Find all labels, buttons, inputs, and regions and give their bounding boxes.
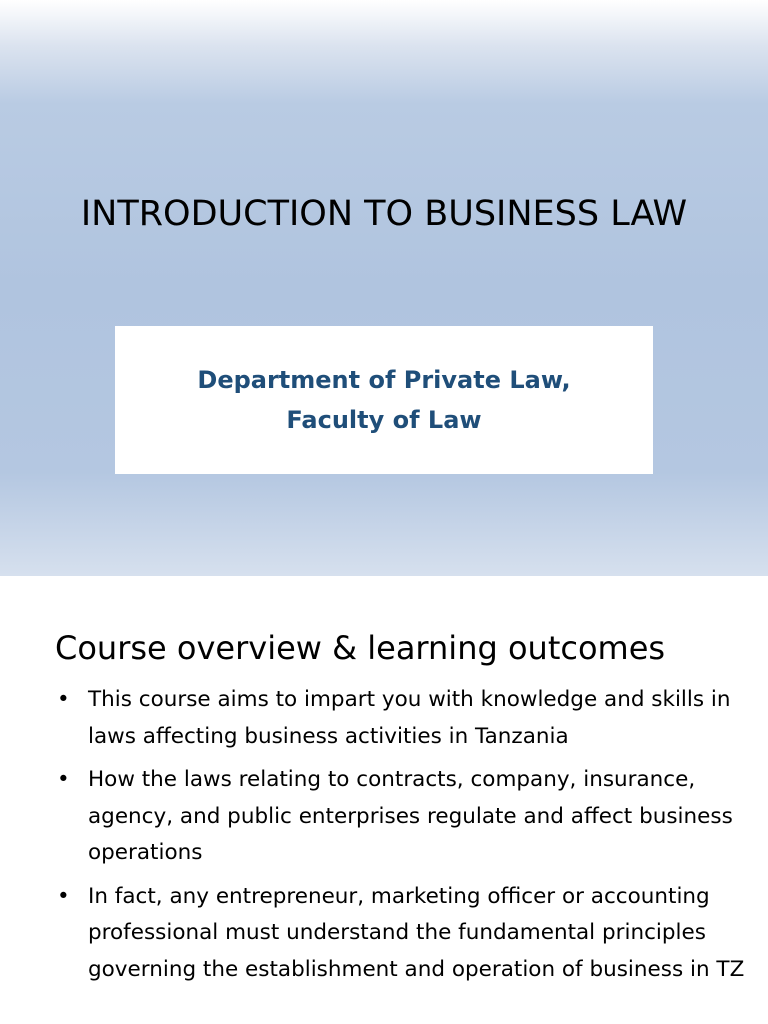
bullet-list: [55, 682, 745, 995]
bullet-text: In fact, any entrepreneur, marketing officer or accounting professional must understand the fundamental principles governing the establishment and operation of business in TZ: [88, 883, 745, 982]
subtitle-line-department: Department of Private Law,: [197, 366, 571, 394]
bullet-item-course-aims: [55, 682, 745, 755]
subtitle-box: [115, 326, 653, 474]
bullet-item-entrepreneur: [55, 879, 745, 989]
bullet-text: How the laws relating to contracts, company, insurance, agency, and public enterprises regulate and affect business operations: [88, 767, 733, 865]
bullet-text: This course aims to impart you with knowledge and skills in laws affecting business activities in Tanzania: [88, 687, 731, 749]
subtitle: [144, 360, 624, 440]
slide-title: INTRODUCTION TO BUSINESS LAW: [80, 194, 688, 234]
bullet-item-laws-regulate: [55, 762, 745, 872]
subtitle-line-faculty: Faculty of Law: [286, 406, 482, 434]
bullet-icon: •: [57, 687, 70, 712]
content-slide: [0, 576, 768, 1024]
bullet-icon: •: [57, 883, 70, 909]
content-heading: Course overview & learning outcomes: [55, 629, 666, 667]
bullet-icon: •: [57, 767, 70, 792]
